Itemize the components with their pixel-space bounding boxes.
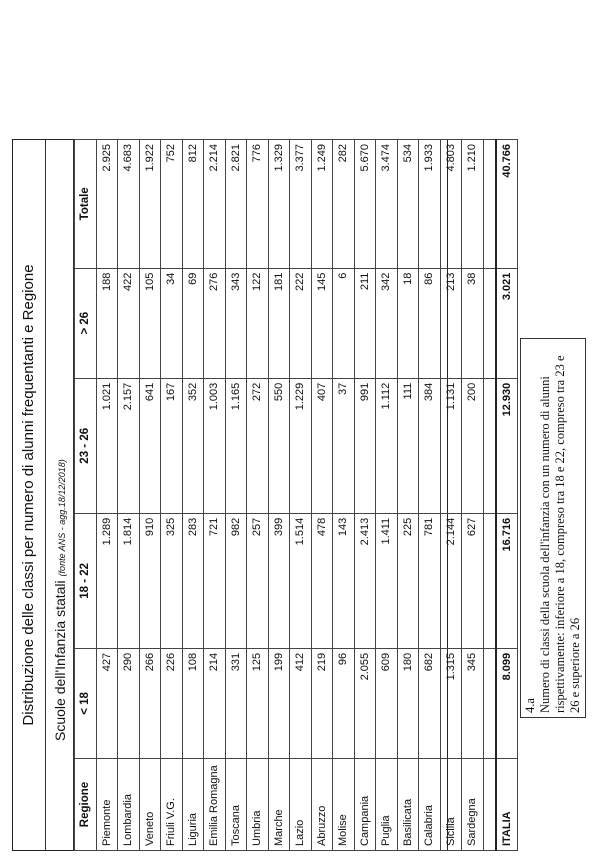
region-cell: Molise xyxy=(333,759,355,851)
table-title: Distribuzione delle classi per numero di alunni frequentanti e Regione xyxy=(12,139,46,851)
value-cell: 1.315 xyxy=(440,648,462,758)
header-cell: 23 - 26 xyxy=(75,378,97,513)
value-cell: 812 xyxy=(182,140,204,269)
value-cell: 1.814 xyxy=(118,513,140,648)
value-cell xyxy=(483,648,496,758)
value-cell: 2.055 xyxy=(354,648,376,758)
table-row xyxy=(96,140,118,851)
table-row xyxy=(333,140,355,851)
value-cell: 122 xyxy=(247,268,269,378)
region-cell: ITALIA xyxy=(496,759,518,851)
table-row xyxy=(268,140,290,851)
value-cell: 213 xyxy=(440,268,462,378)
header-row xyxy=(75,140,97,851)
value-cell: 1.933 xyxy=(419,140,441,269)
value-cell: 225 xyxy=(397,513,419,648)
value-cell: 1.165 xyxy=(225,378,247,513)
value-cell: 283 xyxy=(182,513,204,648)
region-cell: Liguria xyxy=(182,759,204,851)
value-cell: 111 xyxy=(397,378,419,513)
region-cell: Emilia Romagna xyxy=(204,759,226,851)
value-cell: 1.229 xyxy=(290,378,312,513)
table-row xyxy=(462,140,484,851)
value-cell: 40.766 xyxy=(496,140,518,269)
header-cell: Regione xyxy=(75,759,97,851)
region-cell: Campania xyxy=(354,759,376,851)
value-cell: 982 xyxy=(225,513,247,648)
value-cell: 325 xyxy=(161,513,183,648)
header-cell: Totale xyxy=(75,140,97,269)
value-cell: 266 xyxy=(139,648,161,758)
table-subtitle: Scuole dell'Infanzia statali xyxy=(52,580,68,741)
value-cell: 550 xyxy=(268,378,290,513)
value-cell: 5.670 xyxy=(354,140,376,269)
value-cell: 991 xyxy=(354,378,376,513)
table-row xyxy=(225,140,247,851)
value-cell: 342 xyxy=(376,268,398,378)
value-cell: 3.021 xyxy=(496,268,518,378)
value-cell: 384 xyxy=(419,378,441,513)
region-cell: Toscana xyxy=(225,759,247,851)
table-row xyxy=(354,140,376,851)
value-cell xyxy=(483,268,496,378)
region-cell: Umbria xyxy=(247,759,269,851)
region-cell: Calabria xyxy=(419,759,441,851)
region-cell: Sardegna xyxy=(462,759,484,851)
table-body xyxy=(96,140,518,851)
value-cell: 199 xyxy=(268,648,290,758)
region-cell: Puglia xyxy=(376,759,398,851)
value-cell: 781 xyxy=(419,513,441,648)
table-row xyxy=(247,140,269,851)
value-cell: 627 xyxy=(462,513,484,648)
table-subtitle-row xyxy=(46,139,74,851)
value-cell: 3.377 xyxy=(290,140,312,269)
value-cell: 8.099 xyxy=(496,648,518,758)
value-cell: 145 xyxy=(311,268,333,378)
value-cell: 1.210 xyxy=(462,140,484,269)
region-cell xyxy=(483,759,496,851)
value-cell: 478 xyxy=(311,513,333,648)
value-cell: 222 xyxy=(290,268,312,378)
value-cell: 399 xyxy=(268,513,290,648)
note-tag: 4.a xyxy=(523,698,537,713)
region-cell: Lazio xyxy=(290,759,312,851)
value-cell: 34 xyxy=(161,268,183,378)
value-cell: 211 xyxy=(354,268,376,378)
value-cell: 1.411 xyxy=(376,513,398,648)
value-cell: 345 xyxy=(462,648,484,758)
value-cell: 257 xyxy=(247,513,269,648)
value-cell: 1.112 xyxy=(376,378,398,513)
value-cell: 96 xyxy=(333,648,355,758)
value-cell: 214 xyxy=(204,648,226,758)
value-cell: 167 xyxy=(161,378,183,513)
value-cell: 2.157 xyxy=(118,378,140,513)
region-cell: Basilicata xyxy=(397,759,419,851)
value-cell: 37 xyxy=(333,378,355,513)
value-cell: 200 xyxy=(462,378,484,513)
table-row xyxy=(397,140,419,851)
value-cell: 125 xyxy=(247,648,269,758)
table-row xyxy=(290,140,312,851)
region-cell: Abruzzo xyxy=(311,759,333,851)
spacer-row xyxy=(483,140,496,851)
value-cell: 427 xyxy=(96,648,118,758)
value-cell: 69 xyxy=(182,268,204,378)
value-cell: 343 xyxy=(225,268,247,378)
value-cell: 1.003 xyxy=(204,378,226,513)
value-cell: 910 xyxy=(139,513,161,648)
value-cell: 16.716 xyxy=(496,513,518,648)
region-cell: Marche xyxy=(268,759,290,851)
value-cell: 4.683 xyxy=(118,140,140,269)
table-row xyxy=(118,140,140,851)
value-cell: 752 xyxy=(161,140,183,269)
value-cell: 1.329 xyxy=(268,140,290,269)
value-cell: 776 xyxy=(247,140,269,269)
value-cell: 272 xyxy=(247,378,269,513)
value-cell: 1.514 xyxy=(290,513,312,648)
value-cell: 352 xyxy=(182,378,204,513)
value-cell: 143 xyxy=(333,513,355,648)
value-cell: 219 xyxy=(311,648,333,758)
value-cell: 1.922 xyxy=(139,140,161,269)
value-cell: 407 xyxy=(311,378,333,513)
value-cell: 38 xyxy=(462,268,484,378)
note-text: Numero di classi della scuola dell'infanzia con un numero di alunni rispettivamente: inferiore a 18, compreso tra 18 e 22, compreso tra 23 e 26 e superiore a 26 xyxy=(538,355,582,713)
value-cell: 4.803 xyxy=(440,140,462,269)
value-cell: 181 xyxy=(268,268,290,378)
value-cell: 2.413 xyxy=(354,513,376,648)
value-cell: 641 xyxy=(139,378,161,513)
header-cell: < 18 xyxy=(75,648,97,758)
value-cell: 105 xyxy=(139,268,161,378)
value-cell: 2.821 xyxy=(225,140,247,269)
value-cell: 412 xyxy=(290,648,312,758)
value-cell: 108 xyxy=(182,648,204,758)
value-cell: 226 xyxy=(161,648,183,758)
region-cell: Veneto xyxy=(139,759,161,851)
value-cell: 6 xyxy=(333,268,355,378)
table-row xyxy=(311,140,333,851)
table-row xyxy=(376,140,398,851)
value-cell: 282 xyxy=(333,140,355,269)
table-source: (fonte ANS - agg.18/12/2018) xyxy=(57,459,67,577)
table-row xyxy=(440,140,462,851)
table-row xyxy=(161,140,183,851)
value-cell: 18 xyxy=(397,268,419,378)
value-cell xyxy=(483,140,496,269)
distribution-table-block xyxy=(12,139,513,851)
region-cell: Lombardia xyxy=(118,759,140,851)
value-cell: 290 xyxy=(118,648,140,758)
value-cell: 1.021 xyxy=(96,378,118,513)
value-cell: 1.289 xyxy=(96,513,118,648)
note-box xyxy=(520,338,586,718)
value-cell xyxy=(483,513,496,648)
value-cell: 86 xyxy=(419,268,441,378)
value-cell: 276 xyxy=(204,268,226,378)
value-cell: 609 xyxy=(376,648,398,758)
value-cell: 682 xyxy=(419,648,441,758)
value-cell xyxy=(483,378,496,513)
value-cell: 188 xyxy=(96,268,118,378)
table-row xyxy=(139,140,161,851)
value-cell: 422 xyxy=(118,268,140,378)
header-cell: > 26 xyxy=(75,268,97,378)
value-cell: 1.131 xyxy=(440,378,462,513)
region-cell: Friuli V.G. xyxy=(161,759,183,851)
value-cell: 534 xyxy=(397,140,419,269)
data-table xyxy=(74,139,518,851)
value-cell: 331 xyxy=(225,648,247,758)
table-row xyxy=(204,140,226,851)
value-cell: 3.474 xyxy=(376,140,398,269)
value-cell: 12.930 xyxy=(496,378,518,513)
region-cell: Sicilia xyxy=(440,759,462,851)
value-cell: 180 xyxy=(397,648,419,758)
value-cell: 2.144 xyxy=(440,513,462,648)
total-row xyxy=(496,140,518,851)
value-cell: 2.925 xyxy=(96,140,118,269)
region-cell: Piemonte xyxy=(96,759,118,851)
value-cell: 2.214 xyxy=(204,140,226,269)
value-cell: 1.249 xyxy=(311,140,333,269)
table-row xyxy=(182,140,204,851)
header-cell: 18 - 22 xyxy=(75,513,97,648)
table-row xyxy=(419,140,441,851)
value-cell: 721 xyxy=(204,513,226,648)
